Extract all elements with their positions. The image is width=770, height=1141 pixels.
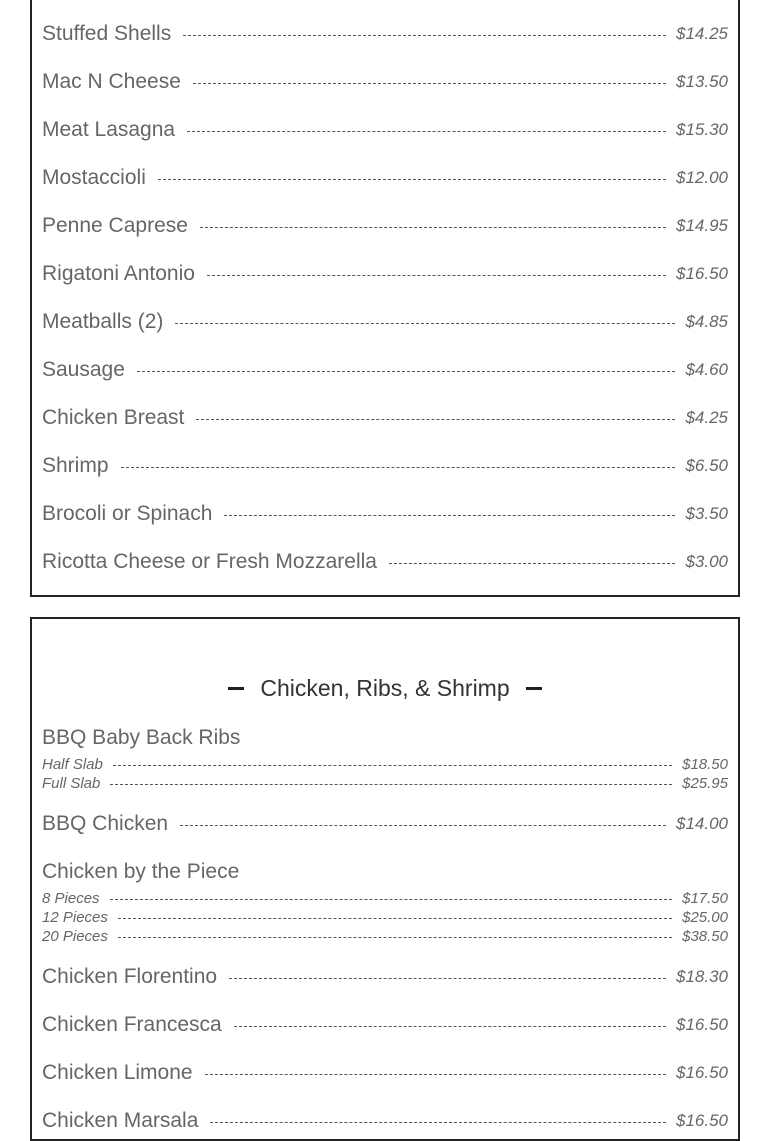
pasta-section [30, 0, 740, 597]
item-name: Meatballs (2) [42, 310, 164, 333]
section-heading [32, 675, 738, 702]
item-name: BBQ Chicken [42, 812, 169, 835]
dotted-leader [118, 937, 672, 938]
item-name: Shrimp [42, 454, 109, 477]
item-price: $16.50 [676, 1015, 728, 1034]
option-price: $25.00 [682, 909, 728, 926]
item-price: $4.85 [685, 312, 728, 331]
item-name: Brocoli or Spinach [42, 502, 213, 525]
option-price: $25.95 [682, 775, 728, 792]
menu-item [42, 502, 728, 526]
dotted-leader [205, 1074, 666, 1075]
menu-item [42, 70, 728, 94]
title-dash-left [228, 687, 244, 690]
item-price: $4.25 [685, 408, 728, 427]
item-name: Chicken by the Piece [42, 860, 240, 883]
item-price: $16.50 [676, 1111, 728, 1130]
item-price: $18.30 [676, 967, 728, 986]
dotted-leader [110, 784, 672, 785]
item-name: Mac N Cheese [42, 70, 181, 93]
menu-item [42, 812, 728, 836]
option-price: $18.50 [682, 756, 728, 773]
item-price: $3.50 [685, 504, 728, 523]
item-price: $16.50 [676, 1063, 728, 1082]
item-name: Chicken Marsala [42, 1109, 199, 1132]
item-option [42, 775, 728, 792]
option-name: 20 Pieces [42, 928, 108, 945]
menu-item [42, 406, 728, 430]
item-price: $14.95 [676, 216, 728, 235]
dotted-leader [113, 765, 672, 766]
dotted-leader [196, 419, 675, 420]
menu-item [42, 310, 728, 334]
item-price: $13.50 [676, 72, 728, 91]
item-name: BBQ Baby Back Ribs [42, 726, 241, 749]
chicken-ribs-shrimp-section [30, 617, 740, 1141]
option-name: 8 Pieces [42, 890, 100, 907]
dotted-leader [118, 918, 672, 919]
section-title: Chicken, Ribs, & Shrimp [260, 675, 510, 701]
item-price: $12.00 [676, 168, 728, 187]
title-dash-right [526, 687, 542, 690]
item-price: $14.00 [676, 814, 728, 833]
menu-item [42, 1109, 728, 1133]
menu-item [42, 118, 728, 142]
item-name: Meat Lasagna [42, 118, 176, 141]
item-option [42, 756, 728, 773]
dotted-leader [121, 467, 676, 468]
menu-item [42, 550, 728, 574]
item-name: Chicken Breast [42, 406, 185, 429]
item-name: Chicken Francesca [42, 1013, 222, 1036]
dotted-leader [187, 131, 666, 132]
item-price: $16.50 [676, 264, 728, 283]
item-option [42, 909, 728, 926]
dotted-leader [234, 1026, 666, 1027]
dotted-leader [200, 227, 666, 228]
option-name: Full Slab [42, 775, 101, 792]
item-price: $3.00 [685, 552, 728, 571]
dotted-leader [183, 35, 666, 36]
item-option [42, 890, 728, 907]
item-price: $14.25 [676, 24, 728, 43]
option-name: Half Slab [42, 756, 103, 773]
menu-item [42, 214, 728, 238]
menu-item [42, 22, 728, 46]
menu-item [42, 454, 728, 478]
dotted-leader [389, 563, 675, 564]
item-price: $15.30 [676, 120, 728, 139]
dotted-leader [224, 515, 675, 516]
dotted-leader [207, 275, 666, 276]
dotted-leader [137, 371, 676, 372]
dotted-leader [229, 978, 666, 979]
dotted-leader [110, 899, 673, 900]
menu-item [42, 965, 728, 989]
item-name: Chicken Limone [42, 1061, 193, 1084]
menu-item [42, 166, 728, 190]
item-name: Sausage [42, 358, 125, 381]
menu-item [42, 1013, 728, 1037]
dotted-leader [175, 323, 675, 324]
dotted-leader [210, 1122, 666, 1123]
item-name: Mostaccioli [42, 166, 146, 189]
option-price: $17.50 [682, 890, 728, 907]
item-name: Chicken Florentino [42, 965, 218, 988]
menu-item [42, 358, 728, 382]
item-price: $6.50 [685, 456, 728, 475]
item-option [42, 928, 728, 945]
menu-item [42, 262, 728, 286]
dotted-leader [193, 83, 666, 84]
item-price: $4.60 [685, 360, 728, 379]
item-name: Rigatoni Antonio [42, 262, 195, 285]
dotted-leader [158, 179, 666, 180]
dotted-leader [180, 825, 666, 826]
option-price: $38.50 [682, 928, 728, 945]
menu-item [42, 1061, 728, 1085]
option-name: 12 Pieces [42, 909, 108, 926]
item-name: Stuffed Shells [42, 22, 172, 45]
item-name: Penne Caprese [42, 214, 188, 237]
item-name: Ricotta Cheese or Fresh Mozzarella [42, 550, 377, 573]
